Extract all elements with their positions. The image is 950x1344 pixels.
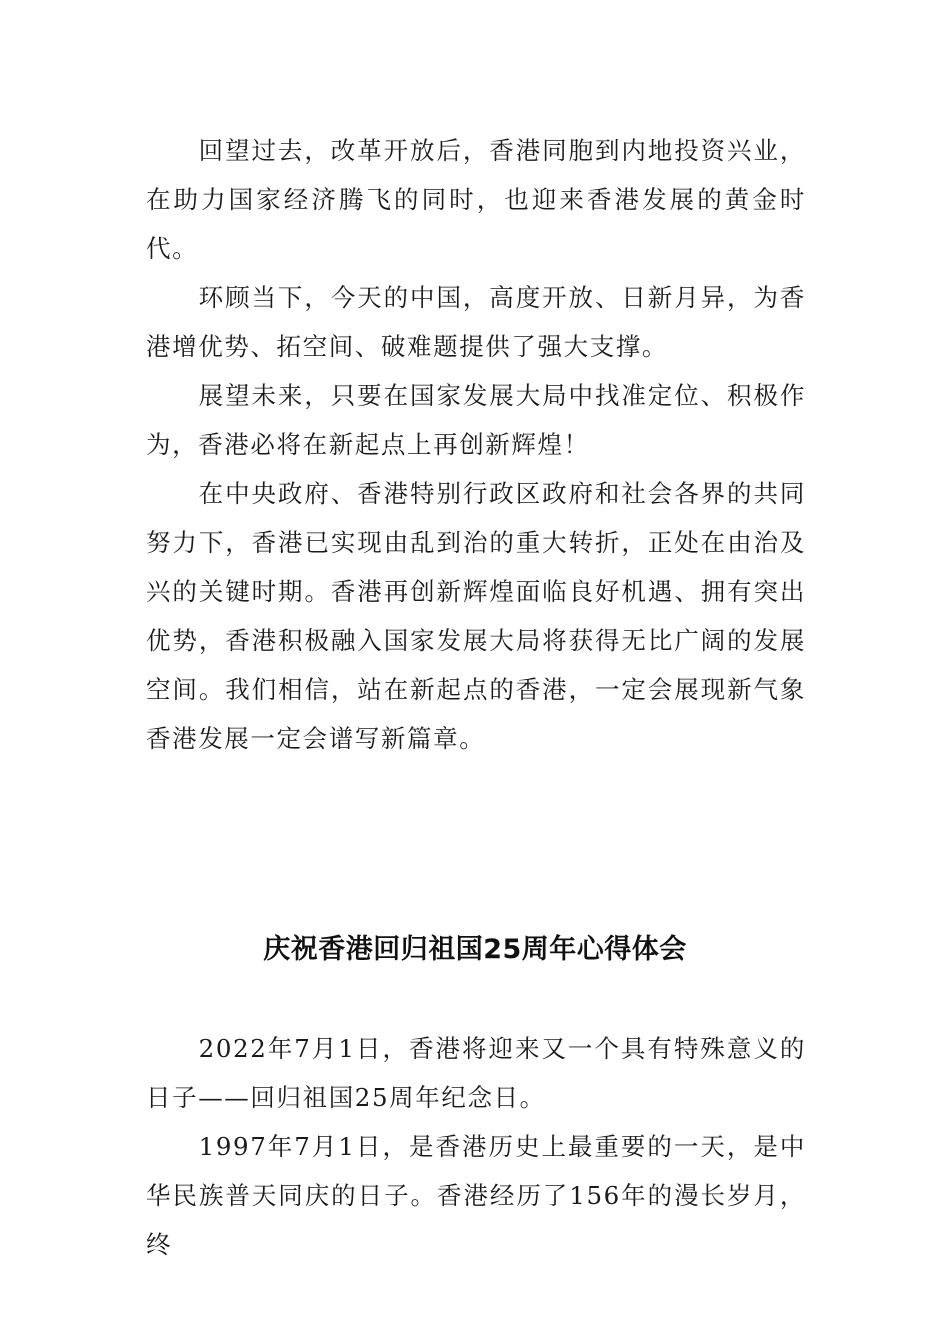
paragraph-handover-1997: 1997年7月1日，是香港历史上最重要的一天，是中华民族普天同庆的日子。香港经历了156年的漫长岁月，终: [146, 1132, 806, 1259]
section-2-body: [146, 1024, 806, 1269]
paragraph-future: 展望未来，只要在国家发展大局中找准定位、积极作为，香港必将在新起点上再创新辉煌！: [146, 381, 806, 459]
section-1-body: [146, 126, 806, 763]
paragraph-review-past: 回望过去，改革开放后，香港同胞到内地投资兴业，在助力国家经济腾飞的同时，也迎来香港发展的黄金时代。: [146, 136, 806, 263]
section-2-title: 庆祝香港回归祖国25周年心得体会: [263, 934, 687, 965]
paragraph-anniversary-2022: 2022年7月1日，香港将迎来又一个具有特殊意义的日子——回归祖国25周年纪念日。: [146, 1034, 806, 1112]
paragraph-present: 环顾当下，今天的中国，高度开放、日新月异，为香港增优势、拓空间、破难题提供了强大支撑。: [146, 283, 806, 361]
paragraph-joint-efforts: 在中央政府、香港特别行政区政府和社会各界的共同努力下，香港已实现由乱到治的重大转折，正处在由治及兴的关键时期。香港再创新辉煌面临良好机遇、拥有突出优势，香港积极融入国家发展大局将获得无比广阔的发展空间。我们相信，站在新起点的香港，一定会展现新气象香港发展一定会谱写新篇章。: [146, 479, 806, 753]
